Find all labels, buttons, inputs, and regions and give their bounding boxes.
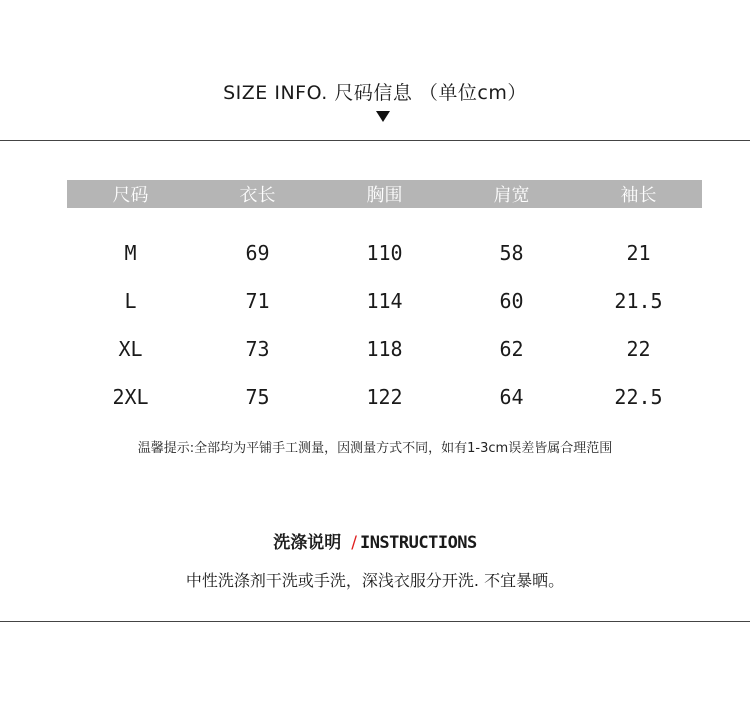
cell-chest: 122	[366, 385, 403, 409]
cell-size: XL	[118, 337, 143, 361]
table-header-row	[67, 180, 702, 208]
header-size: 尺码	[67, 180, 194, 208]
down-arrow-icon	[376, 111, 390, 122]
header-length: 衣长	[194, 180, 321, 208]
header-sleeve: 袖长	[575, 180, 702, 208]
page-title: SIZE INFO. 尺码信息 （单位cm）	[223, 82, 527, 104]
cell-shoulder: 62	[499, 337, 524, 361]
cell-sleeve: 22.5	[614, 385, 663, 409]
table-row	[67, 229, 702, 277]
divider-top	[0, 140, 750, 141]
cell-sleeve: 21	[626, 241, 651, 265]
table-row	[67, 277, 702, 325]
cell-size: 2XL	[112, 385, 149, 409]
washing-instructions: 中性洗涤剂干洗或手洗，深浅衣服分开洗. 不宜暴晒。	[185, 571, 565, 590]
size-table	[67, 180, 702, 421]
table-spacer	[67, 208, 702, 229]
instructions-heading	[0, 528, 750, 553]
cell-chest: 118	[366, 337, 403, 361]
cell-length: 71	[245, 289, 270, 313]
cell-size: M	[124, 241, 137, 265]
cell-length: 73	[245, 337, 270, 361]
cell-shoulder: 60	[499, 289, 524, 313]
instructions-title-zh: 洗涤说明	[273, 533, 342, 553]
cell-size: L	[124, 289, 137, 313]
cell-sleeve: 22	[626, 337, 651, 361]
cell-shoulder: 58	[499, 241, 524, 265]
header-shoulder: 肩宽	[448, 180, 575, 208]
table-row	[67, 325, 702, 373]
cell-length: 69	[245, 241, 270, 265]
instructions-title-en: INSTRUCTIONS	[359, 533, 477, 553]
header-chest: 胸围	[321, 180, 448, 208]
cell-chest: 110	[366, 241, 403, 265]
instructions-slash: /	[351, 533, 357, 553]
cell-chest: 114	[366, 289, 403, 313]
cell-length: 75	[245, 385, 270, 409]
divider-bottom	[0, 621, 750, 622]
cell-shoulder: 64	[499, 385, 524, 409]
table-row	[67, 373, 702, 421]
cell-sleeve: 21.5	[614, 289, 663, 313]
measurement-tip: 温馨提示:全部均为平铺手工测量，因测量方式不同，如有1-3cm误差皆属合理范围	[137, 441, 613, 456]
